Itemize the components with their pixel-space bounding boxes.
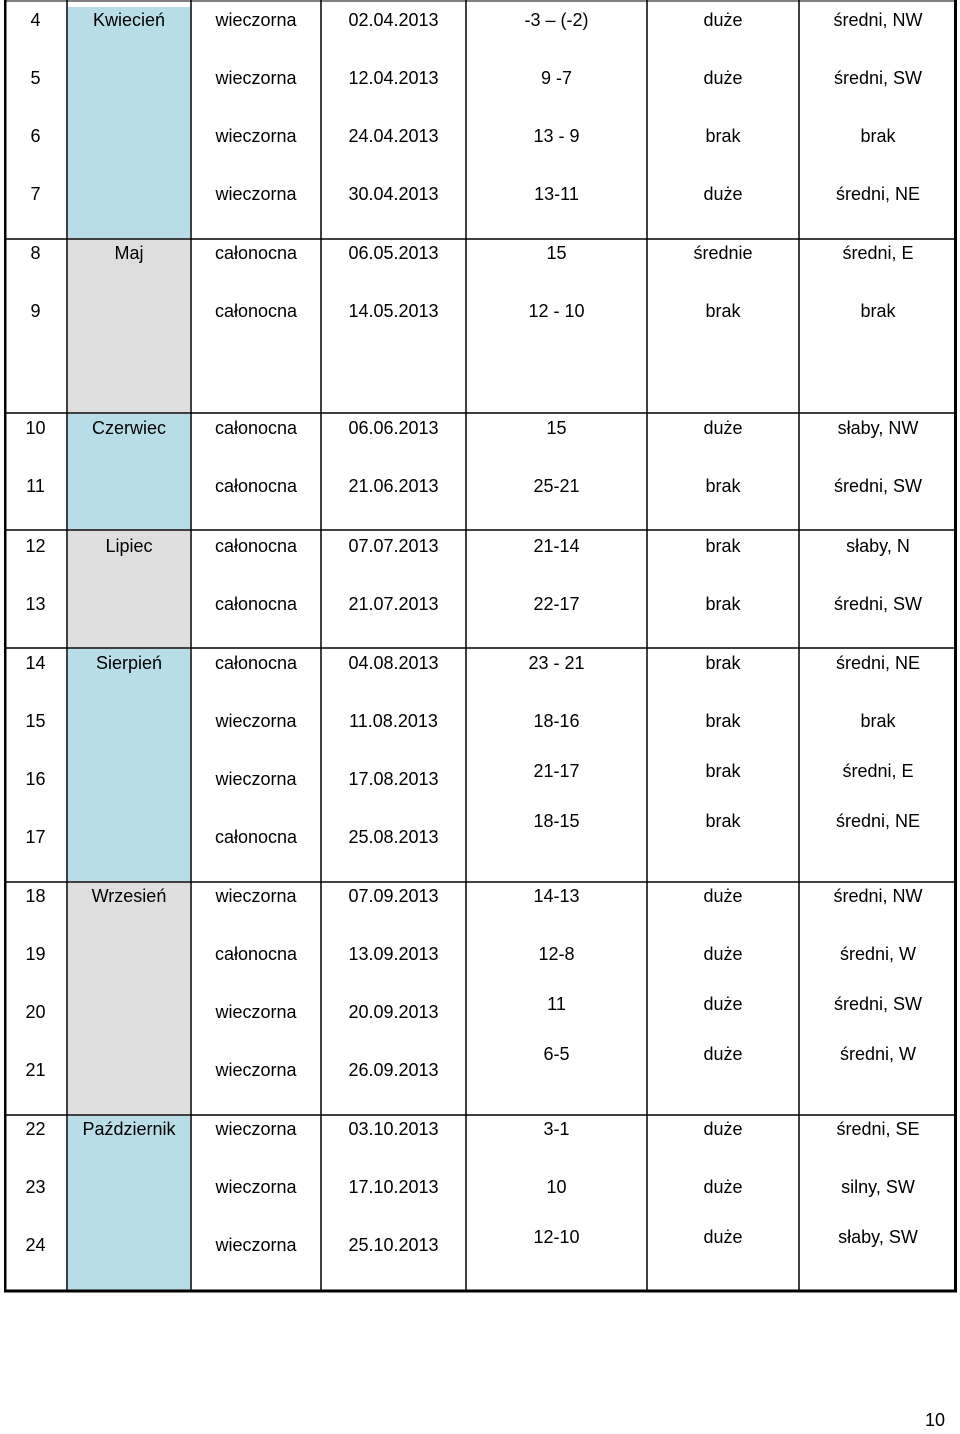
cell-nr: 11 bbox=[26, 476, 45, 496]
cell-wind: średni, SW bbox=[833, 994, 923, 1014]
cell-temp: 23 - 21 bbox=[528, 653, 585, 673]
cell-nr: 9 bbox=[30, 301, 41, 321]
cell-type: wieczorna bbox=[215, 886, 297, 906]
cell-date: 25.08.2013 bbox=[348, 827, 439, 847]
cell-nr: 22 bbox=[25, 1119, 46, 1139]
table-grid bbox=[4, 0, 957, 1293]
cell-wind: słaby, N bbox=[846, 536, 910, 556]
month-label: Lipiec bbox=[105, 536, 153, 556]
cell-cloud: brak bbox=[705, 653, 741, 673]
cell-date: 12.04.2013 bbox=[348, 68, 439, 88]
cell-type: wieczorna bbox=[215, 184, 297, 204]
cell-cloud: duże bbox=[703, 10, 743, 30]
cell-cloud: brak bbox=[705, 761, 741, 781]
cell-cloud: duże bbox=[703, 1177, 743, 1197]
cell-wind: silny, SW bbox=[841, 1177, 915, 1197]
observation-table bbox=[4, 0, 957, 1293]
cell-nr: 14 bbox=[25, 653, 46, 673]
month-label: Maj bbox=[114, 243, 144, 263]
cell-wind: średni, NE bbox=[835, 653, 921, 673]
cell-wind: średni, SW bbox=[833, 68, 923, 88]
month-label: Czerwiec bbox=[91, 418, 166, 438]
cell-temp: 12-10 bbox=[533, 1227, 580, 1247]
cell-date: 30.04.2013 bbox=[348, 184, 439, 204]
cell-nr: 17 bbox=[25, 827, 46, 847]
cell-temp: 22-17 bbox=[533, 594, 580, 614]
cell-cloud: brak bbox=[705, 711, 741, 731]
cell-cloud: duże bbox=[703, 1227, 743, 1247]
cell-nr: 7 bbox=[30, 184, 41, 204]
cell-nr: 20 bbox=[25, 1002, 46, 1022]
cell-type: całonocna bbox=[214, 536, 298, 556]
cell-temp: 13-11 bbox=[534, 184, 579, 204]
cell-temp: 18-16 bbox=[533, 711, 580, 731]
cell-date: 17.08.2013 bbox=[348, 769, 439, 789]
cell-type: całonocna bbox=[214, 827, 298, 847]
cell-temp: 15 bbox=[546, 243, 567, 263]
cell-nr: 24 bbox=[25, 1235, 46, 1255]
cell-nr: 16 bbox=[25, 769, 46, 789]
cell-cloud: brak bbox=[705, 126, 741, 146]
cell-temp: 21-17 bbox=[533, 761, 580, 781]
cell-date: 06.05.2013 bbox=[348, 243, 439, 263]
cell-cloud: duże bbox=[703, 1119, 743, 1139]
cell-cloud: duże bbox=[703, 68, 743, 88]
cell-nr: 15 bbox=[25, 711, 46, 731]
cell-date: 17.10.2013 bbox=[348, 1177, 439, 1197]
cell-cloud: duże bbox=[703, 184, 743, 204]
cell-wind: średni, NW bbox=[833, 886, 923, 906]
cell-date: 25.10.2013 bbox=[348, 1235, 439, 1255]
cell-type: wieczorna bbox=[215, 68, 297, 88]
cell-type: wieczorna bbox=[215, 1235, 297, 1255]
cell-date: 20.09.2013 bbox=[348, 1002, 439, 1022]
cell-wind: średni, SE bbox=[836, 1119, 920, 1139]
cell-wind: brak bbox=[860, 711, 896, 731]
cell-temp: 15 bbox=[546, 418, 567, 438]
cell-nr: 6 bbox=[30, 126, 41, 146]
cell-wind: średni, W bbox=[839, 944, 917, 964]
cell-type: wieczorna bbox=[215, 10, 297, 30]
cell-cloud: duże bbox=[703, 418, 743, 438]
cell-type: całonocna bbox=[214, 944, 298, 964]
cell-nr: 23 bbox=[25, 1177, 46, 1197]
cell-cloud: duże bbox=[703, 994, 743, 1014]
cell-nr: 12 bbox=[25, 536, 46, 556]
cell-temp: 10 bbox=[546, 1177, 567, 1197]
cell-type: wieczorna bbox=[215, 1119, 297, 1139]
cell-wind: średni, E bbox=[842, 243, 914, 263]
cell-type: całonocna bbox=[214, 243, 298, 263]
cell-type: wieczorna bbox=[215, 1060, 297, 1080]
cell-temp: 12 - 10 bbox=[528, 301, 585, 321]
page-number: 10 bbox=[924, 1410, 945, 1430]
cell-wind: słaby, NW bbox=[837, 418, 919, 438]
cell-date: 07.07.2013 bbox=[348, 536, 439, 556]
cell-nr: 10 bbox=[25, 418, 46, 438]
cell-wind: średni, SW bbox=[833, 476, 923, 496]
month-label: Wrzesień bbox=[91, 886, 167, 906]
cell-temp: 14-13 bbox=[533, 886, 580, 906]
cell-type: wieczorna bbox=[215, 769, 297, 789]
cell-date: 07.09.2013 bbox=[348, 886, 439, 906]
cell-wind: średni, SW bbox=[833, 594, 923, 614]
cell-date: 03.10.2013 bbox=[348, 1119, 439, 1139]
cell-wind: brak bbox=[860, 126, 896, 146]
cell-nr: 8 bbox=[30, 243, 41, 263]
cell-cloud: brak bbox=[705, 594, 741, 614]
cell-temp: 21-14 bbox=[533, 536, 580, 556]
cell-nr: 18 bbox=[25, 886, 46, 906]
cell-cloud: brak bbox=[705, 301, 741, 321]
cell-cloud: brak bbox=[705, 536, 741, 556]
cell-type: całonocna bbox=[214, 476, 298, 496]
cell-date: 21.07.2013 bbox=[348, 594, 439, 614]
cell-nr: 5 bbox=[30, 68, 41, 88]
cell-temp: 9 -7 bbox=[540, 68, 573, 88]
cell-wind: średni, NE bbox=[835, 811, 921, 831]
cell-temp: -3 – (-2) bbox=[524, 10, 589, 30]
cell-nr: 13 bbox=[25, 594, 46, 614]
cell-date: 11.08.2013 bbox=[349, 711, 438, 731]
cell-temp: 12-8 bbox=[538, 944, 575, 964]
cell-temp: 18-15 bbox=[533, 811, 580, 831]
cell-wind: średni, NW bbox=[833, 10, 923, 30]
cell-type: całonocna bbox=[214, 418, 298, 438]
cell-nr: 21 bbox=[25, 1060, 46, 1080]
cell-temp: 25-21 bbox=[533, 476, 580, 496]
cell-temp: 6-5 bbox=[543, 1044, 570, 1064]
cell-temp: 3-1 bbox=[543, 1119, 570, 1139]
cell-date: 26.09.2013 bbox=[348, 1060, 439, 1080]
cell-date: 24.04.2013 bbox=[348, 126, 439, 146]
cell-wind: średni, E bbox=[842, 761, 914, 781]
cell-type: wieczorna bbox=[215, 1002, 297, 1022]
cell-wind: brak bbox=[860, 301, 896, 321]
month-label: Kwiecień bbox=[92, 10, 166, 30]
month-label: Sierpień bbox=[95, 653, 163, 673]
cell-date: 13.09.2013 bbox=[348, 944, 439, 964]
cell-type: całonocna bbox=[214, 653, 298, 673]
cell-date: 06.06.2013 bbox=[348, 418, 439, 438]
month-label: Październik bbox=[82, 1119, 176, 1139]
cell-cloud: średnie bbox=[693, 243, 753, 263]
cell-wind: średni, NE bbox=[835, 184, 921, 204]
cell-temp: 11 bbox=[547, 994, 566, 1014]
cell-type: wieczorna bbox=[215, 711, 297, 731]
cell-temp: 13 - 9 bbox=[533, 126, 580, 146]
cell-cloud: brak bbox=[705, 476, 741, 496]
cell-type: całonocna bbox=[214, 301, 298, 321]
cell-cloud: duże bbox=[703, 1044, 743, 1064]
cell-wind: słaby, SW bbox=[838, 1227, 918, 1247]
cell-cloud: duże bbox=[703, 886, 743, 906]
cell-type: wieczorna bbox=[215, 126, 297, 146]
cell-wind: średni, W bbox=[839, 1044, 917, 1064]
cell-date: 04.08.2013 bbox=[348, 653, 439, 673]
cell-nr: 19 bbox=[25, 944, 46, 964]
cell-date: 14.05.2013 bbox=[348, 301, 439, 321]
cell-date: 02.04.2013 bbox=[348, 10, 439, 30]
cell-nr: 4 bbox=[30, 10, 41, 30]
cell-type: wieczorna bbox=[215, 1177, 297, 1197]
cell-date: 21.06.2013 bbox=[348, 476, 439, 496]
cell-type: całonocna bbox=[214, 594, 298, 614]
cell-cloud: brak bbox=[705, 811, 741, 831]
cell-cloud: duże bbox=[703, 944, 743, 964]
